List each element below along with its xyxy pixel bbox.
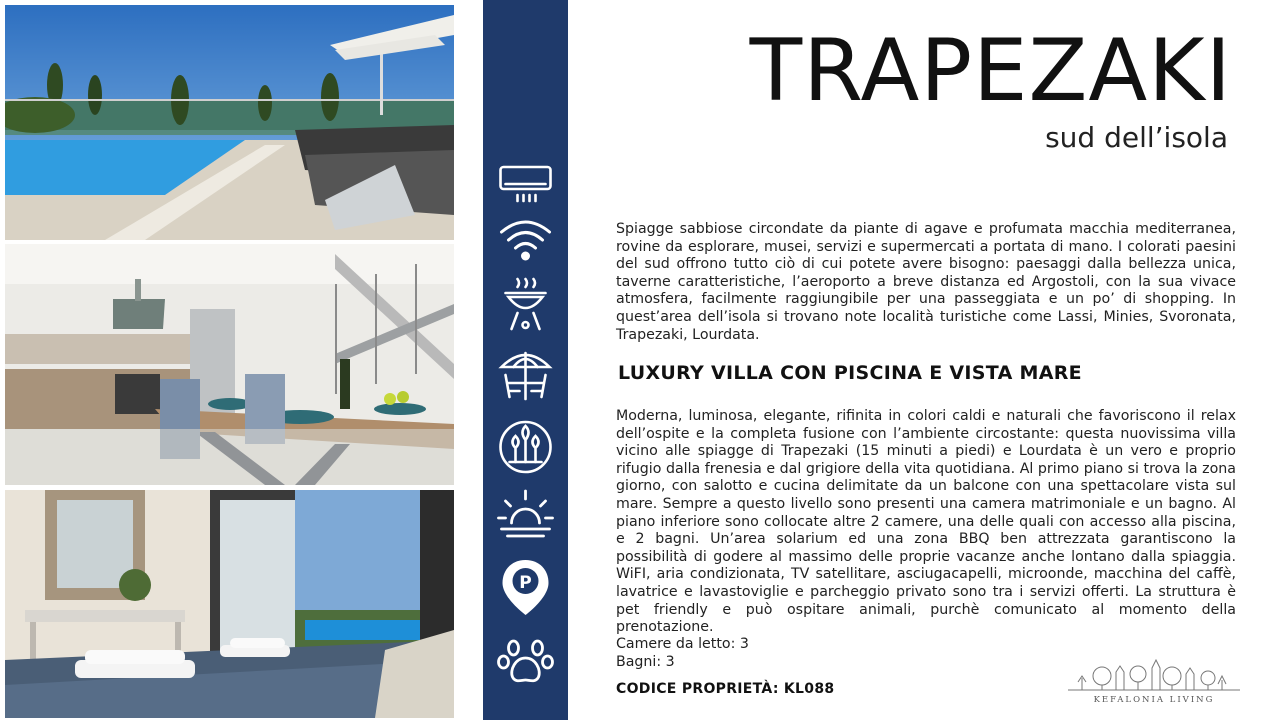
section-heading: LUXURY VILLA CON PISCINA E VISTA MARE <box>618 362 1082 384</box>
amenities-band <box>483 0 568 720</box>
intro-paragraph: Spiagge sabbiose circondate da piante di agave e profumata macchia mediterranea, rovine da esplorare, musei, servizi e supermercati a portata di mano. I colorati paesini del sud offrono tutto ciò di cui potete avere bisogno: paesaggi dalla bellezza unica, taverne caratteristiche, l’aeroporto a breve distanza ed Argostoli, con la sua vivace atmosfera, facilmente raggiungibile per una passeggiata e un po’ di shopping. In quest’area dell’isola si trovano note località turistiche come Lassi, Minies, Svoronata, Trapezaki, Lourdata. <box>616 221 1236 343</box>
sunset-icon <box>495 485 556 543</box>
page-subtitle: sud dell’isola <box>1045 121 1228 154</box>
description-paragraph: Moderna, luminosa, elegante, rifinita in colori caldi e naturali che favoriscono il relax dell’ospite e la completa fusione con l’ambiente circostante: questa nuovissima villa vicino alle spiagge di Trapezaki (15 minuti a piedi) e Lourdata è un vero e proprio rifugio dalla frenesia e dal grigiore della vita quotidiana. Al primo piano si trova la zona giorno, con salotto e cucina delimitate da un balcone con una spettacolare vista sul mare. Sempre a questo livello sono presenti una camera matrimoniale e un bagno. Al piano inferiore sono collocate altre 2 camere, una delle quali con accesso alla piscina, e 2 bagni. Un’area solarium ed una zona BBQ ben attrezzata garantiscono la possibilità di godere al massimo delle proprie vacanze anche lontano dalla spiaggia. WiFI, aria condizionata, TV satellitare, asciugacapelli, microonde, macchina del caffè, lavatrice e lavastoviglie e parcheggio privato sono tra i servizi offerti. La struttura è pet friendly e può ospitare animali, purchè comunicato al momento della prenotazione. <box>616 408 1236 636</box>
air-conditioner-icon <box>495 155 556 213</box>
svg-text:P: P <box>519 573 532 593</box>
parking-icon <box>495 558 556 616</box>
pet-paw-icon <box>495 630 556 688</box>
bbq-icon <box>495 275 556 333</box>
logo-text: KEFALONIA LIVING <box>1093 695 1215 705</box>
pool-terrace-photo <box>5 5 454 240</box>
bedrooms-count: Camere da letto: 3 <box>616 636 749 652</box>
bedroom-photo <box>5 490 454 718</box>
property-code: CODICE PROPRIETÀ: KL088 <box>616 681 835 697</box>
bathrooms-count: Bagni: 3 <box>616 654 675 670</box>
terrace-umbrella-icon <box>495 345 556 403</box>
kitchen-dining-photo <box>5 244 454 485</box>
kefalonia-living-logo <box>1068 652 1240 710</box>
garden-icon <box>495 418 556 476</box>
page-title: TRAPEZAKI <box>749 21 1232 121</box>
wifi-icon <box>495 210 556 268</box>
